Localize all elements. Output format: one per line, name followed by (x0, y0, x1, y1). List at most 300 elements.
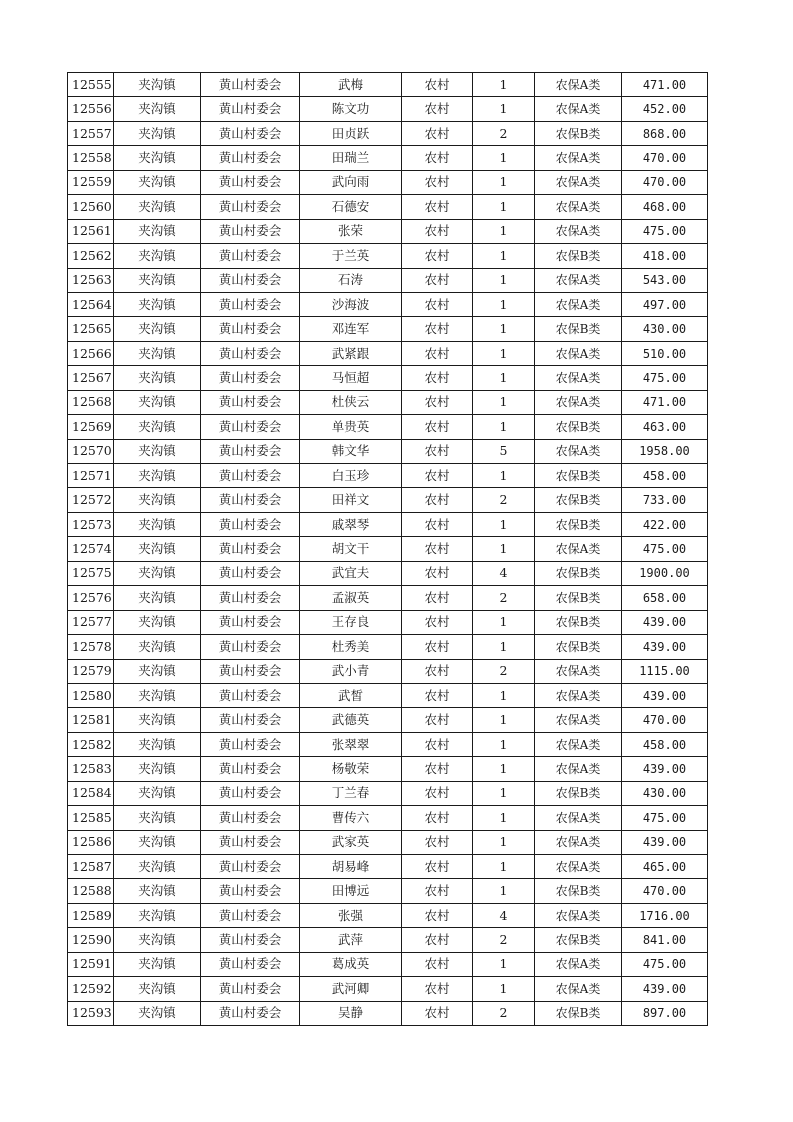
cell-category: 农保B类 (535, 879, 622, 903)
cell-village: 黄山村委会 (201, 341, 300, 365)
cell-count: 1 (473, 390, 535, 414)
cell-amount: 1958.00 (622, 439, 708, 463)
cell-town: 夹沟镇 (114, 683, 201, 707)
cell-area: 农村 (402, 512, 473, 536)
cell-name: 张强 (300, 903, 402, 927)
cell-village: 黄山村委会 (201, 659, 300, 683)
cell-amount: 439.00 (622, 610, 708, 634)
cell-id: 12569 (68, 415, 114, 439)
cell-village: 黄山村委会 (201, 806, 300, 830)
cell-village: 黄山村委会 (201, 415, 300, 439)
cell-category: 农保B类 (535, 586, 622, 610)
cell-count: 1 (473, 952, 535, 976)
cell-town: 夹沟镇 (114, 268, 201, 292)
cell-area: 农村 (402, 708, 473, 732)
cell-count: 1 (473, 708, 535, 732)
cell-category: 农保A类 (535, 341, 622, 365)
cell-area: 农村 (402, 244, 473, 268)
cell-name: 胡易峰 (300, 855, 402, 879)
cell-town: 夹沟镇 (114, 146, 201, 170)
cell-category: 农保A类 (535, 977, 622, 1001)
cell-name: 葛成英 (300, 952, 402, 976)
table-row (68, 121, 708, 145)
cell-name: 武向雨 (300, 170, 402, 194)
cell-village: 黄山村委会 (201, 977, 300, 1001)
cell-area: 农村 (402, 1001, 473, 1025)
document-page (67, 72, 707, 1026)
table-row (68, 464, 708, 488)
cell-name: 武皙 (300, 683, 402, 707)
cell-id: 12573 (68, 512, 114, 536)
cell-category: 农保B类 (535, 121, 622, 145)
cell-id: 12557 (68, 121, 114, 145)
cell-amount: 470.00 (622, 879, 708, 903)
cell-count: 1 (473, 683, 535, 707)
cell-id: 12582 (68, 732, 114, 756)
table-row (68, 708, 708, 732)
cell-amount: 868.00 (622, 121, 708, 145)
table-row (68, 635, 708, 659)
cell-town: 夹沟镇 (114, 512, 201, 536)
cell-amount: 422.00 (622, 512, 708, 536)
cell-count: 1 (473, 757, 535, 781)
cell-village: 黄山村委会 (201, 732, 300, 756)
cell-area: 农村 (402, 977, 473, 1001)
cell-village: 黄山村委会 (201, 439, 300, 463)
cell-name: 丁兰春 (300, 781, 402, 805)
cell-count: 2 (473, 1001, 535, 1025)
cell-name: 白玉珍 (300, 464, 402, 488)
cell-town: 夹沟镇 (114, 928, 201, 952)
cell-id: 12559 (68, 170, 114, 194)
cell-count: 2 (473, 488, 535, 512)
table-row (68, 561, 708, 585)
cell-amount: 543.00 (622, 268, 708, 292)
cell-count: 1 (473, 170, 535, 194)
cell-amount: 1115.00 (622, 659, 708, 683)
cell-amount: 468.00 (622, 195, 708, 219)
cell-area: 农村 (402, 146, 473, 170)
table-row (68, 757, 708, 781)
cell-town: 夹沟镇 (114, 1001, 201, 1025)
cell-category: 农保A类 (535, 708, 622, 732)
cell-id: 12577 (68, 610, 114, 634)
cell-village: 黄山村委会 (201, 561, 300, 585)
cell-town: 夹沟镇 (114, 855, 201, 879)
cell-town: 夹沟镇 (114, 806, 201, 830)
cell-village: 黄山村委会 (201, 219, 300, 243)
cell-count: 1 (473, 464, 535, 488)
cell-area: 农村 (402, 855, 473, 879)
cell-count: 1 (473, 806, 535, 830)
cell-village: 黄山村委会 (201, 781, 300, 805)
cell-area: 农村 (402, 806, 473, 830)
cell-name: 武宜夫 (300, 561, 402, 585)
cell-town: 夹沟镇 (114, 561, 201, 585)
cell-category: 农保B类 (535, 781, 622, 805)
cell-amount: 658.00 (622, 586, 708, 610)
cell-id: 12567 (68, 366, 114, 390)
cell-name: 曹传六 (300, 806, 402, 830)
cell-category: 农保A类 (535, 292, 622, 316)
cell-name: 于兰英 (300, 244, 402, 268)
cell-name: 石德安 (300, 195, 402, 219)
cell-count: 2 (473, 121, 535, 145)
cell-id: 12581 (68, 708, 114, 732)
cell-category: 农保B类 (535, 928, 622, 952)
cell-name: 孟淑英 (300, 586, 402, 610)
cell-count: 1 (473, 244, 535, 268)
cell-category: 农保A类 (535, 683, 622, 707)
cell-category: 农保A类 (535, 219, 622, 243)
cell-amount: 418.00 (622, 244, 708, 268)
cell-category: 农保A类 (535, 73, 622, 97)
cell-amount: 465.00 (622, 855, 708, 879)
cell-count: 1 (473, 97, 535, 121)
table-row (68, 244, 708, 268)
cell-category: 农保A类 (535, 537, 622, 561)
cell-category: 农保A类 (535, 659, 622, 683)
cell-amount: 497.00 (622, 292, 708, 316)
cell-name: 田祥文 (300, 488, 402, 512)
cell-category: 农保A类 (535, 366, 622, 390)
table-row (68, 610, 708, 634)
cell-village: 黄山村委会 (201, 757, 300, 781)
cell-area: 农村 (402, 488, 473, 512)
cell-town: 夹沟镇 (114, 635, 201, 659)
cell-village: 黄山村委会 (201, 708, 300, 732)
cell-town: 夹沟镇 (114, 464, 201, 488)
cell-id: 12579 (68, 659, 114, 683)
cell-category: 农保B类 (535, 1001, 622, 1025)
table-row (68, 537, 708, 561)
cell-area: 农村 (402, 292, 473, 316)
cell-category: 农保B类 (535, 512, 622, 536)
cell-area: 农村 (402, 341, 473, 365)
table-row (68, 415, 708, 439)
cell-area: 农村 (402, 757, 473, 781)
cell-village: 黄山村委会 (201, 952, 300, 976)
cell-count: 1 (473, 781, 535, 805)
cell-village: 黄山村委会 (201, 366, 300, 390)
cell-category: 农保A类 (535, 903, 622, 927)
cell-area: 农村 (402, 439, 473, 463)
cell-town: 夹沟镇 (114, 195, 201, 219)
cell-amount: 471.00 (622, 390, 708, 414)
cell-name: 戚翠琴 (300, 512, 402, 536)
cell-amount: 1716.00 (622, 903, 708, 927)
cell-category: 农保A类 (535, 146, 622, 170)
cell-town: 夹沟镇 (114, 439, 201, 463)
cell-town: 夹沟镇 (114, 341, 201, 365)
cell-amount: 452.00 (622, 97, 708, 121)
cell-id: 12560 (68, 195, 114, 219)
table-row (68, 903, 708, 927)
table-row (68, 1001, 708, 1025)
cell-area: 农村 (402, 781, 473, 805)
table-row (68, 195, 708, 219)
table-row (68, 830, 708, 854)
cell-area: 农村 (402, 561, 473, 585)
cell-village: 黄山村委会 (201, 170, 300, 194)
cell-count: 1 (473, 292, 535, 316)
cell-village: 黄山村委会 (201, 879, 300, 903)
cell-id: 12572 (68, 488, 114, 512)
cell-amount: 439.00 (622, 977, 708, 1001)
cell-amount: 733.00 (622, 488, 708, 512)
cell-area: 农村 (402, 317, 473, 341)
cell-name: 胡文干 (300, 537, 402, 561)
cell-amount: 470.00 (622, 708, 708, 732)
cell-id: 12561 (68, 219, 114, 243)
cell-count: 1 (473, 830, 535, 854)
cell-count: 5 (473, 439, 535, 463)
cell-id: 12558 (68, 146, 114, 170)
cell-count: 1 (473, 366, 535, 390)
cell-village: 黄山村委会 (201, 610, 300, 634)
cell-amount: 475.00 (622, 366, 708, 390)
cell-category: 农保A类 (535, 170, 622, 194)
cell-area: 农村 (402, 121, 473, 145)
cell-name: 马恒超 (300, 366, 402, 390)
cell-id: 12556 (68, 97, 114, 121)
cell-village: 黄山村委会 (201, 830, 300, 854)
cell-name: 王存良 (300, 610, 402, 634)
cell-category: 农保B类 (535, 415, 622, 439)
cell-name: 韩文华 (300, 439, 402, 463)
cell-name: 杜秀美 (300, 635, 402, 659)
cell-name: 武紧跟 (300, 341, 402, 365)
table-row (68, 928, 708, 952)
cell-town: 夹沟镇 (114, 415, 201, 439)
table-row (68, 292, 708, 316)
cell-name: 陈文功 (300, 97, 402, 121)
cell-village: 黄山村委会 (201, 73, 300, 97)
cell-village: 黄山村委会 (201, 1001, 300, 1025)
cell-area: 农村 (402, 659, 473, 683)
cell-name: 田博远 (300, 879, 402, 903)
cell-category: 农保A类 (535, 757, 622, 781)
table-row (68, 512, 708, 536)
cell-area: 农村 (402, 366, 473, 390)
table-row (68, 73, 708, 97)
cell-area: 农村 (402, 170, 473, 194)
cell-category: 农保A类 (535, 732, 622, 756)
cell-count: 1 (473, 732, 535, 756)
cell-count: 2 (473, 586, 535, 610)
table-row (68, 683, 708, 707)
cell-id: 12585 (68, 806, 114, 830)
cell-id: 12587 (68, 855, 114, 879)
cell-category: 农保A类 (535, 268, 622, 292)
table-row (68, 97, 708, 121)
cell-amount: 475.00 (622, 806, 708, 830)
cell-amount: 475.00 (622, 952, 708, 976)
table-row (68, 586, 708, 610)
cell-area: 农村 (402, 415, 473, 439)
table-row (68, 806, 708, 830)
table-row (68, 659, 708, 683)
cell-count: 1 (473, 268, 535, 292)
cell-amount: 430.00 (622, 781, 708, 805)
cell-village: 黄山村委会 (201, 488, 300, 512)
cell-amount: 510.00 (622, 341, 708, 365)
cell-category: 农保A类 (535, 806, 622, 830)
cell-town: 夹沟镇 (114, 781, 201, 805)
cell-id: 12584 (68, 781, 114, 805)
cell-area: 农村 (402, 683, 473, 707)
table-body (68, 73, 708, 1026)
table-row (68, 781, 708, 805)
cell-town: 夹沟镇 (114, 879, 201, 903)
cell-town: 夹沟镇 (114, 830, 201, 854)
cell-town: 夹沟镇 (114, 317, 201, 341)
table-row (68, 317, 708, 341)
cell-village: 黄山村委会 (201, 928, 300, 952)
cell-area: 农村 (402, 73, 473, 97)
cell-category: 农保B类 (535, 635, 622, 659)
table-row (68, 439, 708, 463)
cell-id: 12578 (68, 635, 114, 659)
cell-area: 农村 (402, 464, 473, 488)
cell-category: 农保B类 (535, 244, 622, 268)
cell-count: 1 (473, 317, 535, 341)
cell-area: 农村 (402, 268, 473, 292)
cell-id: 12574 (68, 537, 114, 561)
cell-area: 农村 (402, 390, 473, 414)
cell-town: 夹沟镇 (114, 292, 201, 316)
cell-count: 1 (473, 415, 535, 439)
cell-id: 12564 (68, 292, 114, 316)
cell-area: 农村 (402, 732, 473, 756)
cell-count: 2 (473, 659, 535, 683)
records-table (67, 72, 708, 1026)
cell-id: 12562 (68, 244, 114, 268)
cell-count: 1 (473, 879, 535, 903)
cell-name: 张翠翠 (300, 732, 402, 756)
cell-amount: 470.00 (622, 170, 708, 194)
table-row (68, 488, 708, 512)
table-row (68, 146, 708, 170)
cell-village: 黄山村委会 (201, 855, 300, 879)
cell-town: 夹沟镇 (114, 170, 201, 194)
cell-amount: 475.00 (622, 219, 708, 243)
cell-town: 夹沟镇 (114, 952, 201, 976)
cell-town: 夹沟镇 (114, 903, 201, 927)
table-row (68, 879, 708, 903)
cell-amount: 897.00 (622, 1001, 708, 1025)
cell-area: 农村 (402, 635, 473, 659)
cell-amount: 841.00 (622, 928, 708, 952)
cell-id: 12571 (68, 464, 114, 488)
cell-area: 农村 (402, 537, 473, 561)
cell-amount: 458.00 (622, 464, 708, 488)
cell-count: 1 (473, 146, 535, 170)
cell-id: 12583 (68, 757, 114, 781)
cell-village: 黄山村委会 (201, 268, 300, 292)
cell-count: 1 (473, 537, 535, 561)
cell-count: 1 (473, 855, 535, 879)
cell-town: 夹沟镇 (114, 219, 201, 243)
cell-amount: 439.00 (622, 635, 708, 659)
table-row (68, 366, 708, 390)
cell-category: 农保A类 (535, 97, 622, 121)
cell-name: 武梅 (300, 73, 402, 97)
cell-name: 田贞跃 (300, 121, 402, 145)
cell-town: 夹沟镇 (114, 757, 201, 781)
cell-name: 邓连军 (300, 317, 402, 341)
cell-village: 黄山村委会 (201, 146, 300, 170)
cell-id: 12589 (68, 903, 114, 927)
cell-category: 农保A类 (535, 855, 622, 879)
cell-village: 黄山村委会 (201, 390, 300, 414)
cell-name: 田瑞兰 (300, 146, 402, 170)
table-row (68, 732, 708, 756)
cell-amount: 470.00 (622, 146, 708, 170)
table-row (68, 268, 708, 292)
cell-amount: 458.00 (622, 732, 708, 756)
cell-village: 黄山村委会 (201, 97, 300, 121)
cell-village: 黄山村委会 (201, 512, 300, 536)
cell-town: 夹沟镇 (114, 732, 201, 756)
cell-category: 农保A类 (535, 439, 622, 463)
cell-category: 农保B类 (535, 561, 622, 585)
cell-id: 12575 (68, 561, 114, 585)
cell-village: 黄山村委会 (201, 292, 300, 316)
cell-category: 农保A类 (535, 830, 622, 854)
cell-town: 夹沟镇 (114, 121, 201, 145)
cell-town: 夹沟镇 (114, 366, 201, 390)
cell-town: 夹沟镇 (114, 537, 201, 561)
cell-amount: 463.00 (622, 415, 708, 439)
cell-town: 夹沟镇 (114, 97, 201, 121)
cell-town: 夹沟镇 (114, 73, 201, 97)
cell-name: 杨敬荣 (300, 757, 402, 781)
cell-category: 农保A类 (535, 952, 622, 976)
cell-name: 武萍 (300, 928, 402, 952)
cell-id: 12590 (68, 928, 114, 952)
cell-count: 4 (473, 561, 535, 585)
cell-id: 12593 (68, 1001, 114, 1025)
cell-town: 夹沟镇 (114, 977, 201, 1001)
cell-id: 12563 (68, 268, 114, 292)
cell-count: 1 (473, 73, 535, 97)
cell-id: 12555 (68, 73, 114, 97)
cell-count: 4 (473, 903, 535, 927)
cell-name: 武德英 (300, 708, 402, 732)
cell-count: 1 (473, 219, 535, 243)
cell-village: 黄山村委会 (201, 195, 300, 219)
cell-count: 1 (473, 341, 535, 365)
cell-area: 农村 (402, 952, 473, 976)
cell-village: 黄山村委会 (201, 317, 300, 341)
cell-village: 黄山村委会 (201, 244, 300, 268)
cell-name: 石涛 (300, 268, 402, 292)
cell-id: 12586 (68, 830, 114, 854)
cell-village: 黄山村委会 (201, 537, 300, 561)
cell-name: 武家英 (300, 830, 402, 854)
table-row (68, 341, 708, 365)
cell-id: 12592 (68, 977, 114, 1001)
cell-name: 张荣 (300, 219, 402, 243)
cell-count: 2 (473, 928, 535, 952)
cell-area: 农村 (402, 903, 473, 927)
cell-village: 黄山村委会 (201, 635, 300, 659)
cell-town: 夹沟镇 (114, 244, 201, 268)
cell-amount: 439.00 (622, 683, 708, 707)
cell-town: 夹沟镇 (114, 610, 201, 634)
table-row (68, 170, 708, 194)
